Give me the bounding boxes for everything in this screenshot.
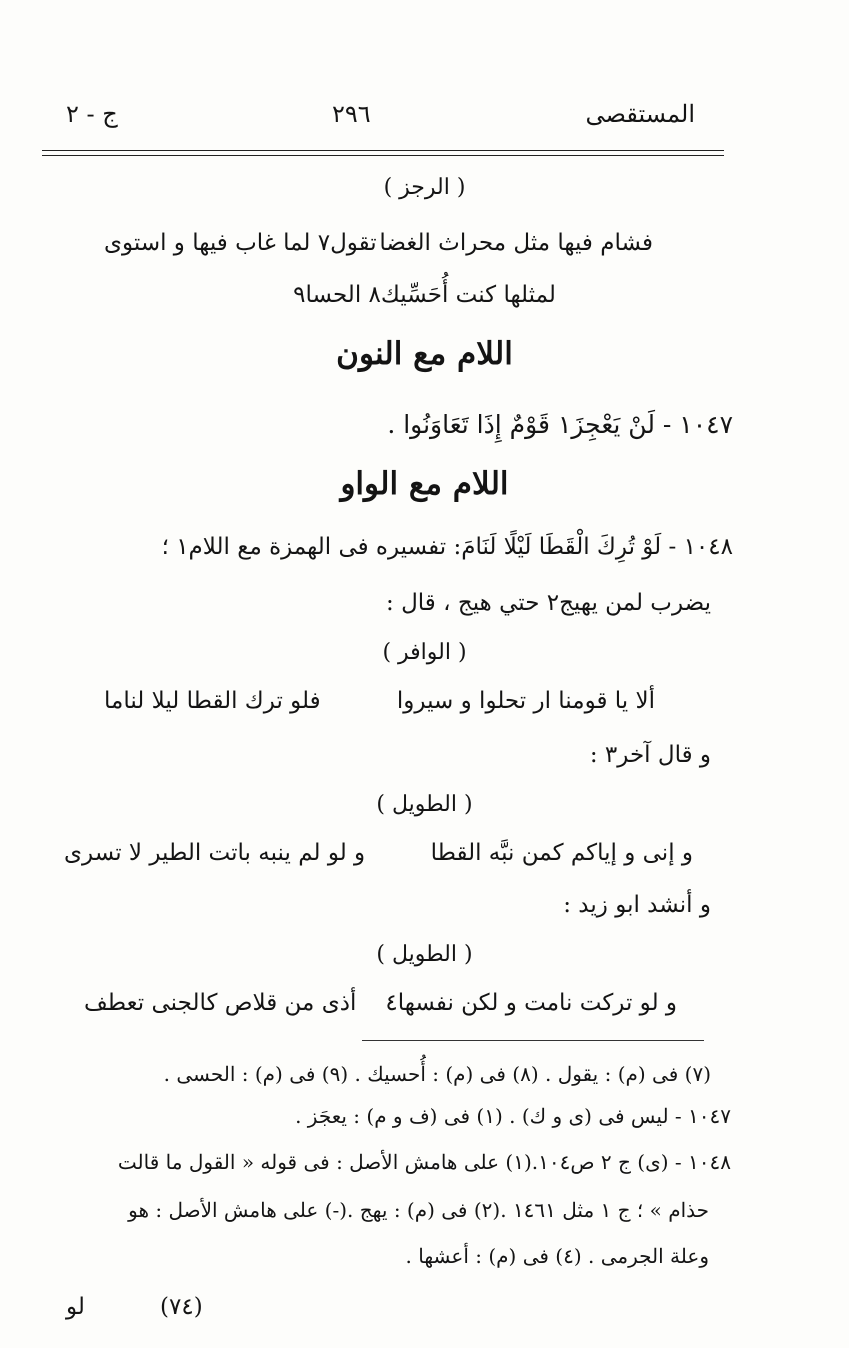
volume-label: ج - ٢ bbox=[66, 100, 118, 128]
verse-hemistich-left: أذى من قلاص كالجنى تعطف bbox=[84, 990, 357, 1016]
page-number: ٢٩٦ bbox=[332, 100, 371, 128]
verse-hemistich-left: تقول٧ لما غاب فيها و استوى bbox=[104, 230, 377, 256]
poet-intro: و قال آخر٣ : bbox=[589, 742, 711, 768]
verse-line: لمثلها كنت أُحَسِّيك٨ الحسا٩ bbox=[293, 282, 556, 308]
footnote: حذام » ؛ ج ١ مثل ١٤٦١ .(٢) فى (م) : يهج .(-) على هامش الأصل : هو bbox=[128, 1198, 709, 1222]
catchword: لو bbox=[66, 1294, 85, 1320]
meter-label: ( الرجز ) bbox=[383, 175, 466, 200]
meter-label: ( الوافر ) bbox=[382, 640, 467, 665]
meter-label: ( الطويل ) bbox=[376, 942, 473, 967]
footnote: وعلة الجرمى . (٤) فى (م) : أعشها . bbox=[405, 1244, 709, 1268]
verse-hemistich-left: فلو ترك القطا ليلا لناما bbox=[104, 688, 321, 714]
book-title: المستقصى bbox=[585, 100, 695, 128]
section-heading: اللام مع النون bbox=[336, 336, 513, 372]
proverb-entry: ١٠٤٨ - لَوْ تُرِكَ الْقَطَا لَيْلًا لَنَامَ: تفسيره فى الهمزة مع اللام١ ؛ bbox=[161, 534, 733, 560]
poet-intro: و أنشد ابو زيد : bbox=[563, 892, 711, 918]
verse-hemistich-right: و إنى و إياكم كمن نبَّه القطا bbox=[430, 840, 693, 866]
header-rule-bottom bbox=[42, 155, 724, 156]
verse-hemistich-left: و لو لم ينبه باتت الطير لا تسرى bbox=[64, 840, 366, 866]
footnote: ١٠٤٨ - (ى) ج ٢ ص١٠٤.(١) على هامش الأصل : فى قوله « القول ما قالت bbox=[117, 1150, 731, 1174]
signature-number: (٧٤) bbox=[160, 1294, 203, 1320]
footnote: (٧) فى (م) : يقول . (٨) فى (م) : أُحسيك . (٩) فى (م) : الحسى . bbox=[163, 1062, 711, 1086]
proverb-explanation: يضرب لمن يهيج٢ حتي هيج ، قال : bbox=[386, 590, 711, 616]
proverb-entry: ١٠٤٧ - لَنْ يَعْجِزَ١ قَوْمٌ إِذَا تَعَاوَنُوا . bbox=[387, 410, 733, 439]
verse-hemistich-right: ألا يا قومنا ار تحلوا و سيروا bbox=[396, 688, 655, 714]
meter-label: ( الطويل ) bbox=[376, 792, 473, 817]
verse-hemistich-right: فشام فيها مثل محراث الغضا bbox=[379, 230, 653, 256]
footnote-rule bbox=[362, 1040, 704, 1041]
section-heading: اللام مع الواو bbox=[340, 466, 509, 502]
header-rule-top bbox=[42, 150, 724, 151]
verse-hemistich-right: و لو تركت نامت و لكن نفسها٤ bbox=[385, 990, 677, 1016]
footnote: ١٠٤٧ - ليس فى (ى و ك) . (١) فى (ف و م) : يعجَز . bbox=[295, 1104, 731, 1128]
